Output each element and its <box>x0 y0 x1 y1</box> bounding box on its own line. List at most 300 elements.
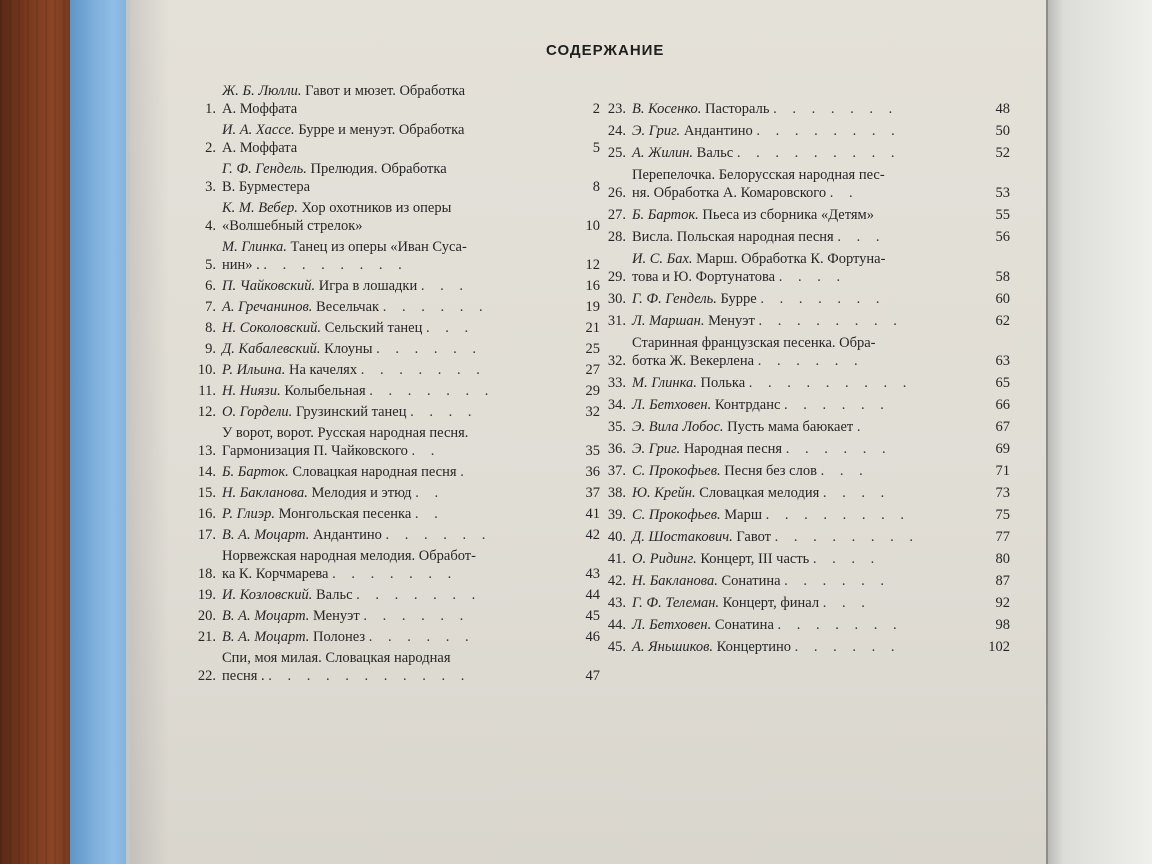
toc-entry-title: Хор охотников из оперы <box>301 200 452 216</box>
toc-entry-title: Мелодия и этюд <box>311 485 412 501</box>
toc-entry-text <box>632 550 980 568</box>
toc-entry-number: 26. <box>607 185 626 201</box>
toc-leader-dots: . . . . <box>778 269 847 285</box>
toc-entry-text <box>222 121 570 157</box>
toc-entry-page: 55 <box>995 207 1010 223</box>
toc-entry-page: 53 <box>995 185 1010 201</box>
toc-entry-text <box>632 528 980 546</box>
toc-entry-line <box>632 166 980 184</box>
toc-entry-text <box>222 649 570 685</box>
toc-entry-title: Сонатина <box>714 617 774 633</box>
toc-entry-row <box>190 121 600 157</box>
toc-entry-page: 29 <box>585 383 600 399</box>
toc-entry-row <box>190 361 600 379</box>
toc-entry <box>190 319 600 337</box>
toc-entry-author: Б. Барток. <box>222 464 289 480</box>
toc-entry-author: Л. Бетховен. <box>632 617 712 633</box>
toc-entry-line <box>222 526 570 544</box>
toc-entry-text <box>632 572 980 590</box>
toc-entry-page: 35 <box>585 443 600 459</box>
toc-entry-author: Л. Бетховен. <box>632 397 712 413</box>
toc-entry-row <box>190 82 600 118</box>
toc-entry-line <box>632 418 980 436</box>
toc-entry <box>600 462 1010 480</box>
toc-entry-text <box>632 462 980 480</box>
toc-entry-number: 18. <box>197 566 216 582</box>
toc-entry-page: 87 <box>995 573 1010 589</box>
toc-entry-author: И. С. Бах. <box>632 251 693 267</box>
toc-leader-dots: . . . . . . <box>382 299 489 315</box>
toc-entry <box>600 616 1010 634</box>
toc-entry-row <box>190 547 600 583</box>
toc-entry-author: И. А. Хассе. <box>222 122 295 138</box>
toc-leader-dots: . . . <box>420 278 469 294</box>
toc-entry <box>190 340 600 358</box>
toc-entry-line <box>632 184 980 202</box>
toc-entry-author: К. М. Вебер. <box>222 200 298 216</box>
toc-entry-text <box>222 628 570 646</box>
toc-entry-author: В. Косенко. <box>632 101 702 117</box>
toc-entry-text <box>632 396 980 414</box>
toc-entry-number: 23. <box>607 101 626 117</box>
toc-entry-text <box>632 228 980 246</box>
toc-entry-page: 75 <box>995 507 1010 523</box>
toc-entry-line <box>222 628 570 646</box>
toc-leader-dots: . . . <box>822 595 871 611</box>
toc-entry-line <box>222 463 570 481</box>
toc-entry-text <box>222 340 570 358</box>
toc-entry-row <box>190 424 600 460</box>
toc-entry-number: 42. <box>607 573 626 589</box>
toc-entry-title: Бурре <box>720 291 757 307</box>
toc-entry-line <box>632 440 980 458</box>
toc-entry-number: 38. <box>607 485 626 501</box>
toc-entry-row <box>600 594 1010 612</box>
toc-entry-line <box>632 594 980 612</box>
toc-entry <box>190 199 600 235</box>
toc-entry-text <box>222 484 570 502</box>
toc-entry-number: 15. <box>197 485 216 501</box>
toc-entry <box>600 312 1010 330</box>
toc-entry-row <box>190 403 600 421</box>
toc-entry-title: Концертино <box>716 639 791 655</box>
toc-entry-row <box>600 166 1010 202</box>
toc-entry-title: Грузинский танец <box>295 404 407 420</box>
toc-entry-title: Народная песня <box>683 441 783 457</box>
toc-entry-number: 28. <box>607 229 626 245</box>
toc-entry-line <box>632 550 980 568</box>
toc-leader-dots: . . . . . . . . <box>758 313 903 329</box>
toc-entry-row <box>190 160 600 196</box>
toc-entry-author: Э. Григ. <box>632 123 681 139</box>
toc-entry-author: О. Ридинг. <box>632 551 697 567</box>
toc-entry-text <box>222 547 570 583</box>
toc-entry <box>600 374 1010 392</box>
toc-leader-dots: . . . . <box>822 485 891 501</box>
toc-entry-page: 5 <box>592 140 600 156</box>
toc-entry-title: Концерт, финал <box>722 595 820 611</box>
toc-entry-line <box>632 100 980 118</box>
toc-entry-page: 98 <box>995 617 1010 633</box>
toc-entry-title: «Волшебный стрелок» <box>222 218 363 234</box>
toc-entry-title: Спи, моя милая. Словацкая народная <box>222 650 451 666</box>
toc-entry-text <box>632 594 980 612</box>
toc-entry <box>190 424 600 460</box>
toc-entry-author: А. Жилин. <box>632 145 694 161</box>
toc-entry-row <box>600 638 1010 656</box>
toc-entry-row <box>600 484 1010 502</box>
toc-entry-author: М. Глинка. <box>632 375 697 391</box>
toc-entry-page: 27 <box>585 362 600 378</box>
toc-entry-title: Танец из оперы «Иван Суса- <box>290 239 467 255</box>
toc-entry-page: 16 <box>585 278 600 294</box>
toc-entry-row <box>190 649 600 685</box>
toc-entry-line <box>632 228 980 246</box>
toc-leader-dots: . . . . . . . . . . . <box>268 668 471 684</box>
toc-entry-line <box>632 144 980 162</box>
toc-entry-title: Гавот и мюзет. Обработка <box>305 83 466 99</box>
toc-entry-text <box>632 334 980 370</box>
toc-entry-title: Андантино <box>683 123 753 139</box>
toc-entry-number: 12. <box>197 404 216 420</box>
toc-entry-line <box>222 361 570 379</box>
toc-leader-dots: . . . . . . <box>785 441 892 457</box>
toc-entry-page: 58 <box>995 269 1010 285</box>
toc-entry-number: 6. <box>205 278 216 294</box>
toc-entry <box>190 160 600 196</box>
toc-entry-text <box>632 484 980 502</box>
toc-leader-dots: . . . . . . <box>363 608 470 624</box>
toc-entry-number: 45. <box>607 639 626 655</box>
toc-entry-title: Марш <box>724 507 762 523</box>
toc-entry-line <box>632 572 980 590</box>
toc-entry-line <box>222 82 570 100</box>
toc-entry-row <box>190 199 600 235</box>
toc-entry-page: 44 <box>585 587 600 603</box>
toc-entry-author: А. Яньшиков. <box>632 639 714 655</box>
toc-entry-text <box>632 144 980 162</box>
toc-leader-dots: . . . <box>820 463 869 479</box>
toc-leader-dots: . . . . . . . <box>332 566 458 582</box>
toc-entry <box>600 250 1010 286</box>
toc-entry-number: 10. <box>197 362 216 378</box>
toc-entry-title: Андантино <box>312 527 382 543</box>
toc-leader-dots: . . . . . . . . <box>756 123 901 139</box>
toc-entry-number: 1. <box>205 101 216 117</box>
toc-entry-number: 14. <box>197 464 216 480</box>
toc-entry-row <box>600 334 1010 370</box>
toc-entry-page: 66 <box>995 397 1010 413</box>
toc-entry-text <box>632 250 980 286</box>
toc-entry-title: Прелюдия. Обработка <box>310 161 447 177</box>
toc-entry-author: Ж. Б. Люлли. <box>222 83 302 99</box>
toc-entry-number: 22. <box>197 668 216 684</box>
toc-entry-row <box>600 506 1010 524</box>
toc-entry-row <box>600 418 1010 436</box>
toc-entry-line <box>222 442 570 460</box>
toc-entry-number: 13. <box>197 443 216 459</box>
toc-entry-line <box>222 484 570 502</box>
toc-entry-author: Д. Шостакович. <box>632 529 733 545</box>
toc-entry-text <box>632 312 980 330</box>
toc-entry <box>190 82 600 118</box>
toc-entry-page: 36 <box>585 464 600 480</box>
toc-entry-line <box>222 403 570 421</box>
toc-entry-line <box>632 616 980 634</box>
toc-entry-page: 102 <box>988 639 1010 655</box>
toc-entry <box>600 550 1010 568</box>
toc-entry-author: Э. Григ. <box>632 441 681 457</box>
toc-entry-number: 17. <box>197 527 216 543</box>
toc-entry-row <box>600 206 1010 224</box>
toc-entry-author: М. Глинка. <box>222 239 287 255</box>
toc-entry-author: Ю. Крейн. <box>632 485 696 501</box>
toc-leader-dots: . . . . . . . . <box>263 257 408 273</box>
toc-entry-number: 21. <box>197 629 216 645</box>
toc-entry-page: 52 <box>995 145 1010 161</box>
toc-entry-number: 4. <box>205 218 216 234</box>
toc-leader-dots: . . . . . . . . <box>765 507 910 523</box>
toc-entry-line <box>222 256 570 274</box>
toc-entry-title: Концерт, III часть <box>700 551 810 567</box>
toc-entry-number: 43. <box>607 595 626 611</box>
toc-entry-line <box>632 122 980 140</box>
toc-entry <box>600 528 1010 546</box>
toc-entry-title: Контрданс <box>714 397 781 413</box>
toc-entry-line <box>632 334 980 352</box>
toc-leader-dots: . . <box>829 185 859 201</box>
toc-entry-number: 33. <box>607 375 626 391</box>
toc-entry-line <box>632 268 980 286</box>
toc-entry-title: Игра в лошадки <box>318 278 418 294</box>
toc-entry-page: 69 <box>995 441 1010 457</box>
toc-leader-dots: . . . . . . . . . <box>748 375 913 391</box>
toc-entry-row <box>600 144 1010 162</box>
toc-entry-row <box>600 228 1010 246</box>
toc-entry-title: У ворот, ворот. Русская народная песня. <box>222 425 469 441</box>
toc-entry-author: Н. Бакланова. <box>222 485 308 501</box>
toc-entry-text <box>222 298 570 316</box>
toc-entry-title: Клоуны <box>324 341 373 357</box>
toc-entry-text <box>222 526 570 544</box>
toc-entry <box>190 628 600 646</box>
toc-entry-text <box>222 82 570 118</box>
toc-entry-number: 16. <box>197 506 216 522</box>
toc-entry-line <box>222 649 570 667</box>
toc-entry-text <box>222 277 570 295</box>
toc-entry-number: 9. <box>205 341 216 357</box>
toc-entry-line <box>222 298 570 316</box>
toc-leader-dots: . . <box>411 443 441 459</box>
toc-entry-number: 34. <box>607 397 626 413</box>
toc-entry-line <box>632 374 980 392</box>
toc-entry <box>190 403 600 421</box>
toc-entry-page: 42 <box>585 527 600 543</box>
toc-entry-line <box>222 121 570 139</box>
toc-entry-title: А. Моффата <box>222 140 298 156</box>
toc-entry <box>600 122 1010 140</box>
toc-leader-dots: . . <box>415 485 445 501</box>
toc-entry-author: Г. Ф. Гендель. <box>222 161 307 177</box>
toc-entry-row <box>190 238 600 274</box>
toc-entry-text <box>222 424 570 460</box>
toc-entry-author: Г. Ф. Телеман. <box>632 595 720 611</box>
toc-entry-row <box>600 290 1010 308</box>
toc-entry-author: Р. Глиэр. <box>222 506 275 522</box>
toc-entry-row <box>600 100 1010 118</box>
toc-entry-text <box>632 638 980 656</box>
toc-entry-line <box>632 462 980 480</box>
toc-entry-title: Словацкая народная песня <box>292 464 457 480</box>
toc-entry-number: 41. <box>607 551 626 567</box>
toc-entry-number: 29. <box>607 269 626 285</box>
toc-entry-text <box>632 616 980 634</box>
blue-book-cover <box>70 0 132 864</box>
toc-entry-author: Р. Ильина. <box>222 362 286 378</box>
toc-entry-author: А. Гречанинов. <box>222 299 313 315</box>
toc-entry <box>190 463 600 481</box>
toc-entry-author: Г. Ф. Гендель. <box>632 291 717 307</box>
toc-right-column <box>600 100 1010 660</box>
toc-leader-dots: . . . . . . . <box>773 101 899 117</box>
toc-leader-dots: . . . . . . <box>784 573 891 589</box>
toc-entry-row <box>190 628 600 646</box>
toc-entry-line <box>632 396 980 414</box>
toc-entry-number: 37. <box>607 463 626 479</box>
toc-entry-text <box>222 319 570 337</box>
toc-leader-dots: . . . . . . <box>784 397 890 413</box>
toc-entry-text <box>222 403 570 421</box>
toc-entry-line <box>222 667 570 685</box>
toc-entry <box>600 290 1010 308</box>
toc-entry-title: това и Ю. Фортунатова <box>632 269 776 285</box>
toc-entry-author: И. Козловский. <box>222 587 313 603</box>
toc-entry-number: 31. <box>607 313 626 329</box>
toc-entry-row <box>190 607 600 625</box>
toc-entry-line <box>632 528 980 546</box>
toc-entry-author: О. Гордели. <box>222 404 293 420</box>
toc-entry-author: П. Чайковский. <box>222 278 316 294</box>
toc-entry-text <box>632 418 980 436</box>
toc-entry-number: 32. <box>607 353 626 369</box>
toc-entry-page: 21 <box>585 320 600 336</box>
toc-leader-dots: . . . . . . <box>368 629 475 645</box>
toc-leader-dots: . . . . . . . <box>360 362 486 378</box>
toc-entry-row <box>190 340 600 358</box>
toc-entry-page: 32 <box>585 404 600 420</box>
toc-entry-row <box>600 440 1010 458</box>
toc-entry-title: Вальс <box>696 145 734 161</box>
toc-entry-title: Полонез <box>312 629 366 645</box>
toc-entry-row <box>600 122 1010 140</box>
toc-entry-title: нин» . <box>222 257 260 273</box>
toc-entry-number: 2. <box>205 140 216 156</box>
toc-entry-title: Гавот <box>736 529 771 545</box>
toc-entry-line <box>222 505 570 523</box>
toc-leader-dots: . <box>460 464 470 480</box>
toc-entry <box>190 277 600 295</box>
toc-leader-dots: . . . . <box>812 551 881 567</box>
toc-entry-title: Монгольская песенка <box>278 506 412 522</box>
toc-entry-line <box>632 312 980 330</box>
toc-entry-number: 19. <box>197 587 216 603</box>
toc-entry <box>600 144 1010 162</box>
toc-entry-number: 11. <box>198 383 216 399</box>
toc-entry-page: 48 <box>995 101 1010 117</box>
toc-entry-line <box>222 139 570 157</box>
toc-entry-title: Висла. Польская народная песня <box>632 229 834 245</box>
toc-entry-title: Песня без слов <box>724 463 817 479</box>
toc-entry-line <box>222 586 570 604</box>
toc-entry-number: 3. <box>205 179 216 195</box>
toc-entry-page: 80 <box>995 551 1010 567</box>
toc-entry-row <box>600 312 1010 330</box>
toc-entry <box>600 206 1010 224</box>
toc-entry-text <box>632 290 980 308</box>
toc-entry <box>190 298 600 316</box>
toc-entry-title: Пусть мама баюкает <box>727 419 854 435</box>
toc-entry-line <box>222 565 570 583</box>
page-shadow <box>130 0 170 864</box>
toc-entry-text <box>632 206 980 224</box>
toc-entry-line <box>222 607 570 625</box>
toc-leader-dots: . . . . . . . <box>356 587 482 603</box>
toc-entry <box>600 396 1010 414</box>
toc-entry-line <box>222 217 570 235</box>
toc-entry-line <box>222 319 570 337</box>
toc-leader-dots: . . . . . . . . . <box>736 145 901 161</box>
toc-entry-title: ка К. Корчмарева <box>222 566 329 582</box>
toc-entry-row <box>600 396 1010 414</box>
toc-entry-text <box>222 361 570 379</box>
toc-entry-line <box>222 340 570 358</box>
toc-entry-author: Э. Вила Лобос. <box>632 419 724 435</box>
toc-entry-page: 45 <box>585 608 600 624</box>
toc-leader-dots: . . . <box>837 229 886 245</box>
toc-entry-title: Сельский танец <box>324 320 423 336</box>
toc-entry <box>190 238 600 274</box>
toc-entry-number: 30. <box>607 291 626 307</box>
toc-entry-title: Полька <box>700 375 746 391</box>
toc-entry-line <box>632 250 980 268</box>
toc-entry <box>600 418 1010 436</box>
page-title: СОДЕРЖАНИЕ <box>546 42 665 59</box>
toc-entry-page: 25 <box>585 341 600 357</box>
toc-entry-title: Сонатина <box>721 573 781 589</box>
toc-entry-title: Словацкая мелодия <box>699 485 820 501</box>
toc-leader-dots: . . <box>414 506 444 522</box>
toc-entry-row <box>190 298 600 316</box>
toc-entry-title: Пьеса из сборника «Детям» <box>702 207 874 223</box>
toc-leader-dots: . . . . . . . <box>369 383 495 399</box>
toc-entry-row <box>190 319 600 337</box>
toc-entry-number: 44. <box>607 617 626 633</box>
toc-entry-line <box>632 638 980 656</box>
toc-entry-line <box>222 199 570 217</box>
toc-entry-row <box>190 463 600 481</box>
toc-entry-text <box>222 238 570 274</box>
toc-entry <box>600 100 1010 118</box>
toc-entry-number: 24. <box>607 123 626 139</box>
toc-leader-dots: . . . <box>425 320 475 336</box>
toc-entry-author: Н. Ниязи. <box>222 383 281 399</box>
toc-entry-text <box>222 160 570 196</box>
toc-entry-author: Н. Бакланова. <box>632 573 718 589</box>
toc-entry <box>190 382 600 400</box>
toc-entry-page: 50 <box>995 123 1010 139</box>
toc-entry-author: С. Прокофьев. <box>632 507 721 523</box>
toc-entry-number: 20. <box>197 608 216 624</box>
